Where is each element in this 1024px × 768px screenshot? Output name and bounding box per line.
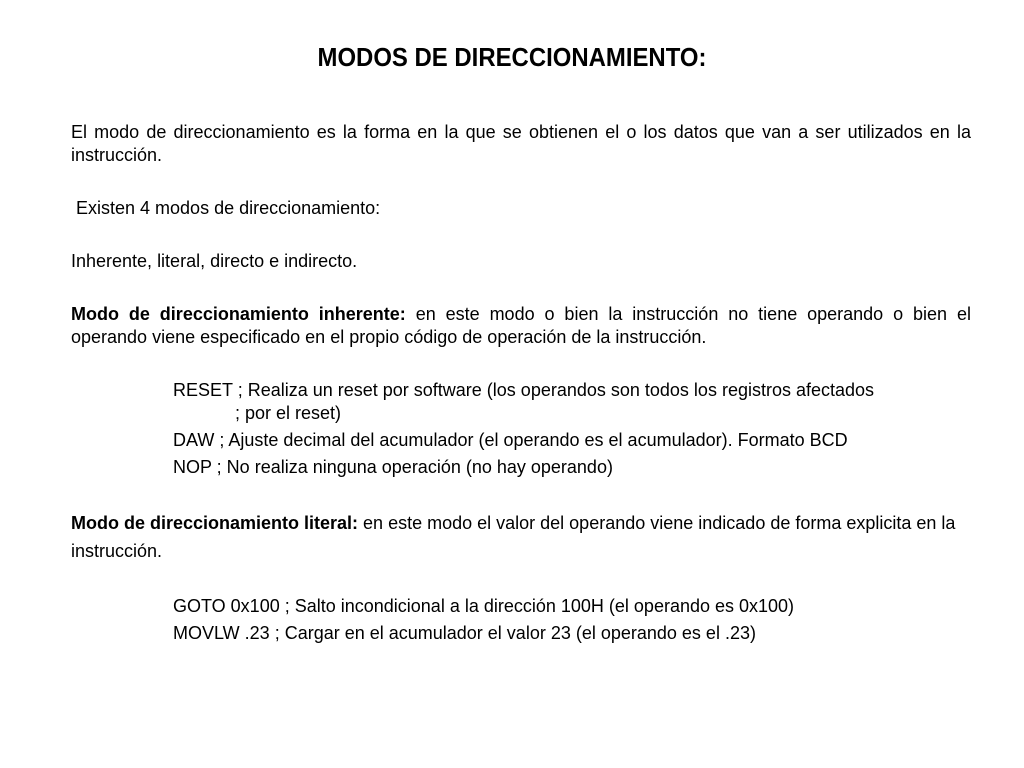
example-reset-line2: ; por el reset) [235,403,342,423]
example-movlw: MOVLW .23 ; Cargar en el acumulador el valor 23 (el operando es el .23) [173,623,756,643]
modes-list-line: Inherente, literal, directo e indirecto. [71,251,358,271]
example-reset [71,379,971,425]
modes-count-line: Existen 4 modos de direccionamiento: [71,198,381,218]
example-goto: GOTO 0x100 ; Salto incondicional a la dirección 100H (el operando es 0x100) [173,596,795,616]
slide-body [71,121,971,645]
literal-text: en este modo el valor del operando viene indicado de forma explicita en la instrucción. [71,513,956,561]
literal-paragraph [71,509,971,565]
example-reset-line1: RESET ; Realiza un reset por software (los operandos son todos los registros afectados [173,380,875,400]
inherent-paragraph [71,303,971,349]
inherent-text: en este modo o bien la instrucción no tiene operando o bien el operando viene especificado en el propio código de operación de la instrucción. [71,304,971,347]
intro-paragraph: El modo de direccionamiento es la forma en la que se obtienen el o los datos que van a ser utilizados en la instrucción. [71,122,971,165]
slide-title: MODOS DE DIRECCIONAMIENTO: [317,42,707,72]
literal-heading: Modo de direccionamiento literal: [71,513,359,533]
example-daw: DAW ; Ajuste decimal del acumulador (el operando es el acumulador). Formato BCD [173,430,848,450]
example-nop: NOP ; No realiza ninguna operación (no hay operando) [173,457,613,477]
inherent-heading: Modo de direccionamiento inherente: [71,304,406,324]
